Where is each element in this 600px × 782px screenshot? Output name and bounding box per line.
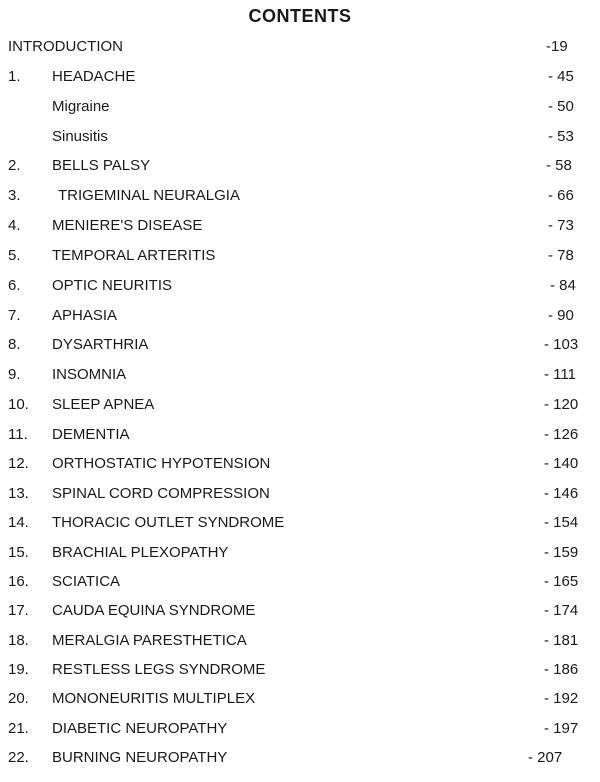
page-number: - 103 — [544, 336, 579, 353]
chapter-number: 20. — [8, 690, 29, 707]
page-number: - 90 — [548, 307, 574, 324]
toc-entry — [0, 334, 600, 356]
toc-entry — [0, 747, 600, 769]
page-number: - 165 — [544, 573, 579, 590]
chapter-number: 22. — [8, 749, 29, 766]
page-number: - 181 — [544, 632, 579, 649]
toc-entry — [0, 571, 600, 593]
chapter-title: INTRODUCTION — [8, 38, 123, 55]
chapter-number: 13. — [8, 485, 29, 502]
chapter-title: SCIATICA — [52, 573, 121, 590]
chapter-title: MENIERE'S DISEASE — [52, 217, 203, 234]
toc-entry — [0, 600, 600, 622]
toc-entry — [0, 364, 600, 386]
chapter-title: INSOMNIA — [52, 366, 127, 383]
chapter-number: 15. — [8, 544, 29, 561]
toc-entry — [0, 659, 600, 681]
page-number: - 159 — [544, 544, 579, 561]
chapter-title: DYSARTHRIA — [52, 336, 149, 353]
chapter-title: DEMENTIA — [52, 426, 130, 443]
chapter-number: 4. — [8, 217, 21, 234]
page-number: - 84 — [550, 277, 576, 294]
page-number: - 73 — [548, 217, 574, 234]
page-number: - 53 — [548, 128, 574, 145]
toc-entry — [0, 453, 600, 475]
page-number: - 192 — [544, 690, 579, 707]
chapter-title: Sinusitis — [52, 128, 108, 145]
chapter-number: 6. — [8, 277, 21, 294]
chapter-title: BURNING NEUROPATHY — [52, 749, 228, 766]
chapter-title: BRACHIAL PLEXOPATHY — [52, 544, 229, 561]
chapter-number: 3. — [8, 187, 21, 204]
chapter-number: 5. — [8, 247, 21, 264]
chapter-title: ORTHOSTATIC HYPOTENSION — [52, 455, 271, 472]
chapter-title: Migraine — [52, 98, 110, 115]
chapter-title: BELLS PALSY — [52, 157, 151, 174]
chapter-title: CAUDA EQUINA SYNDROME — [52, 602, 256, 619]
chapter-title: RESTLESS LEGS SYNDROME — [52, 661, 266, 678]
chapter-title: DIABETIC NEUROPATHY — [52, 720, 228, 737]
page-number: - 111 — [544, 366, 576, 383]
toc-entry — [0, 185, 600, 207]
toc-entry — [0, 630, 600, 652]
page-number: - 45 — [548, 68, 574, 85]
chapter-title: TRIGEMINAL NEURALGIA — [58, 187, 240, 204]
toc-entry — [0, 215, 600, 237]
chapter-number: 14. — [8, 514, 29, 531]
chapter-title: THORACIC OUTLET SYNDROME — [52, 514, 285, 531]
chapter-title: OPTIC NEURITIS — [52, 277, 173, 294]
chapter-title: MONONEURITIS MULTIPLEX — [52, 690, 256, 707]
chapter-number: 19. — [8, 661, 29, 678]
page-number: - 58 — [546, 157, 572, 174]
chapter-number: 2. — [8, 157, 21, 174]
toc-entry — [0, 512, 600, 534]
chapter-number: 21. — [8, 720, 29, 737]
chapter-title: HEADACHE — [52, 68, 136, 85]
page-title: CONTENTS — [248, 6, 352, 26]
chapter-title: APHASIA — [52, 307, 118, 324]
chapter-number: 9. — [8, 366, 21, 383]
chapter-number: 10. — [8, 396, 29, 413]
toc-entry — [0, 36, 600, 58]
page-number: - 66 — [548, 187, 574, 204]
page-number: - 154 — [544, 514, 579, 531]
page-number: - 78 — [548, 247, 574, 264]
page-number: - 186 — [544, 661, 579, 678]
toc-entry — [0, 245, 600, 267]
page-number: -19 — [546, 38, 568, 55]
page-number: - 126 — [544, 426, 579, 443]
chapter-title: TEMPORAL ARTERITIS — [52, 247, 216, 264]
toc-entry — [0, 66, 600, 88]
chapter-number: 17. — [8, 602, 29, 619]
toc-entry — [0, 275, 600, 297]
page-number: - 140 — [544, 455, 579, 472]
page-number: - 197 — [544, 720, 579, 737]
page-number: - 50 — [548, 98, 574, 115]
chapter-number: 12. — [8, 455, 29, 472]
page-number: - 207 — [528, 749, 563, 766]
toc-entry — [0, 126, 600, 148]
chapter-number: 8. — [8, 336, 21, 353]
toc-entry — [0, 542, 600, 564]
page-number: - 146 — [544, 485, 579, 502]
toc-entry — [0, 424, 600, 446]
toc-entry — [0, 305, 600, 327]
chapter-number: 16. — [8, 573, 29, 590]
chapter-title: SLEEP APNEA — [52, 396, 155, 413]
toc-entry — [0, 718, 600, 740]
toc-entry — [0, 688, 600, 710]
page-number: - 120 — [544, 396, 579, 413]
chapter-title: MERALGIA PARESTHETICA — [52, 632, 247, 649]
toc-entry — [0, 96, 600, 118]
chapter-number: 1. — [8, 68, 21, 85]
page-number: - 174 — [544, 602, 579, 619]
toc-entry — [0, 155, 600, 177]
chapter-number: 7. — [8, 307, 21, 324]
chapter-title: SPINAL CORD COMPRESSION — [52, 485, 270, 502]
chapter-number: 18. — [8, 632, 29, 649]
chapter-number: 11. — [8, 426, 28, 443]
toc-entry — [0, 483, 600, 505]
toc-entry — [0, 394, 600, 416]
